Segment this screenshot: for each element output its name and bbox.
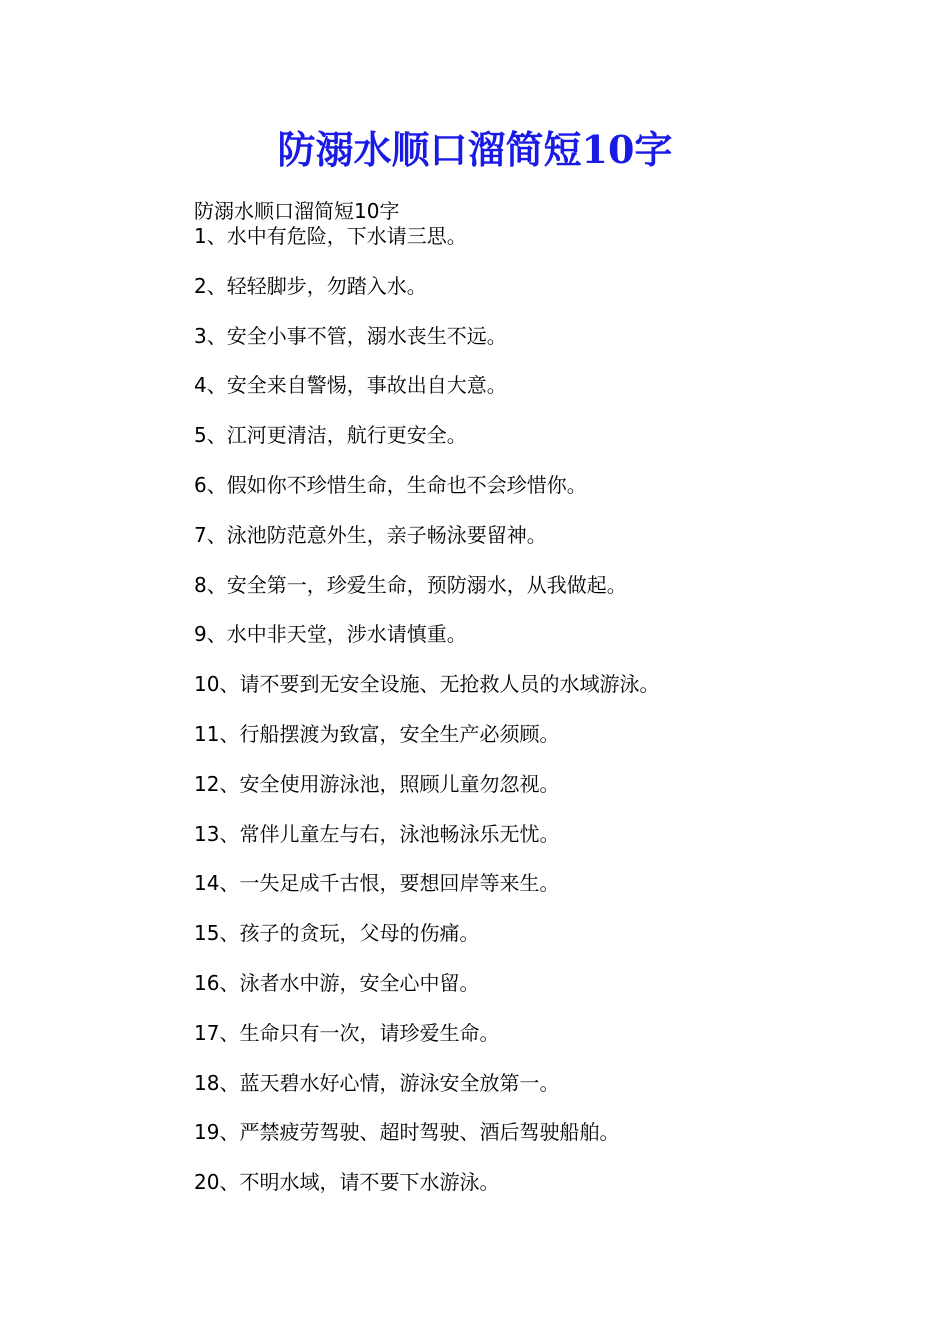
slogan-item: 1、水中有危险，下水请三思。	[194, 224, 467, 248]
slogan-item: 10、请不要到无安全设施、无抢救人员的水域游泳。	[194, 672, 660, 697]
slogan-item: 15、孩子的贪玩，父母的伤痛。	[194, 921, 480, 946]
slogan-item: 11、行船摆渡为致富，安全生产必须顾。	[194, 721, 560, 746]
slogan-item: 14、一失足成千古恨，要想回岸等来生。	[194, 871, 560, 896]
document-title: 防溺水顺口溜简短10字	[277, 127, 673, 172]
slogan-item: 19、严禁疲劳驾驶、超时驾驶、酒后驾驶船舶。	[194, 1120, 620, 1145]
slogan-item: 6、假如你不珍惜生命，生命也不会珍惜你。	[194, 472, 587, 497]
slogan-list	[194, 222, 894, 1218]
document-subtitle: 防溺水顺口溜简短10字	[194, 199, 400, 223]
slogan-item: 18、蓝天碧水好心情，游泳安全放第一。	[194, 1070, 560, 1095]
slogan-item: 9、水中非天堂，涉水请慎重。	[194, 622, 467, 647]
slogan-item: 17、生命只有一次，请珍爱生命。	[194, 1020, 500, 1045]
slogan-item: 20、不明水域，请不要下水游泳。	[194, 1170, 500, 1195]
slogan-item: 3、安全小事不管，溺水丧生不远。	[194, 323, 507, 348]
slogan-item: 2、轻轻脚步，勿踏入水。	[194, 273, 427, 298]
slogan-item: 4、安全来自警惕，事故出自大意。	[194, 373, 507, 398]
slogan-item: 5、江河更清洁，航行更安全。	[194, 423, 467, 448]
slogan-item: 8、安全第一，珍爱生命，预防溺水，从我做起。	[194, 572, 627, 597]
slogan-item: 16、泳者水中游，安全心中留。	[194, 970, 480, 995]
slogan-item: 7、泳池防范意外生，亲子畅泳要留神。	[194, 522, 547, 547]
slogan-item: 12、安全使用游泳池，照顾儿童勿忽视。	[194, 771, 560, 796]
slogan-item: 13、常伴儿童左与右，泳池畅泳乐无忧。	[194, 821, 560, 846]
